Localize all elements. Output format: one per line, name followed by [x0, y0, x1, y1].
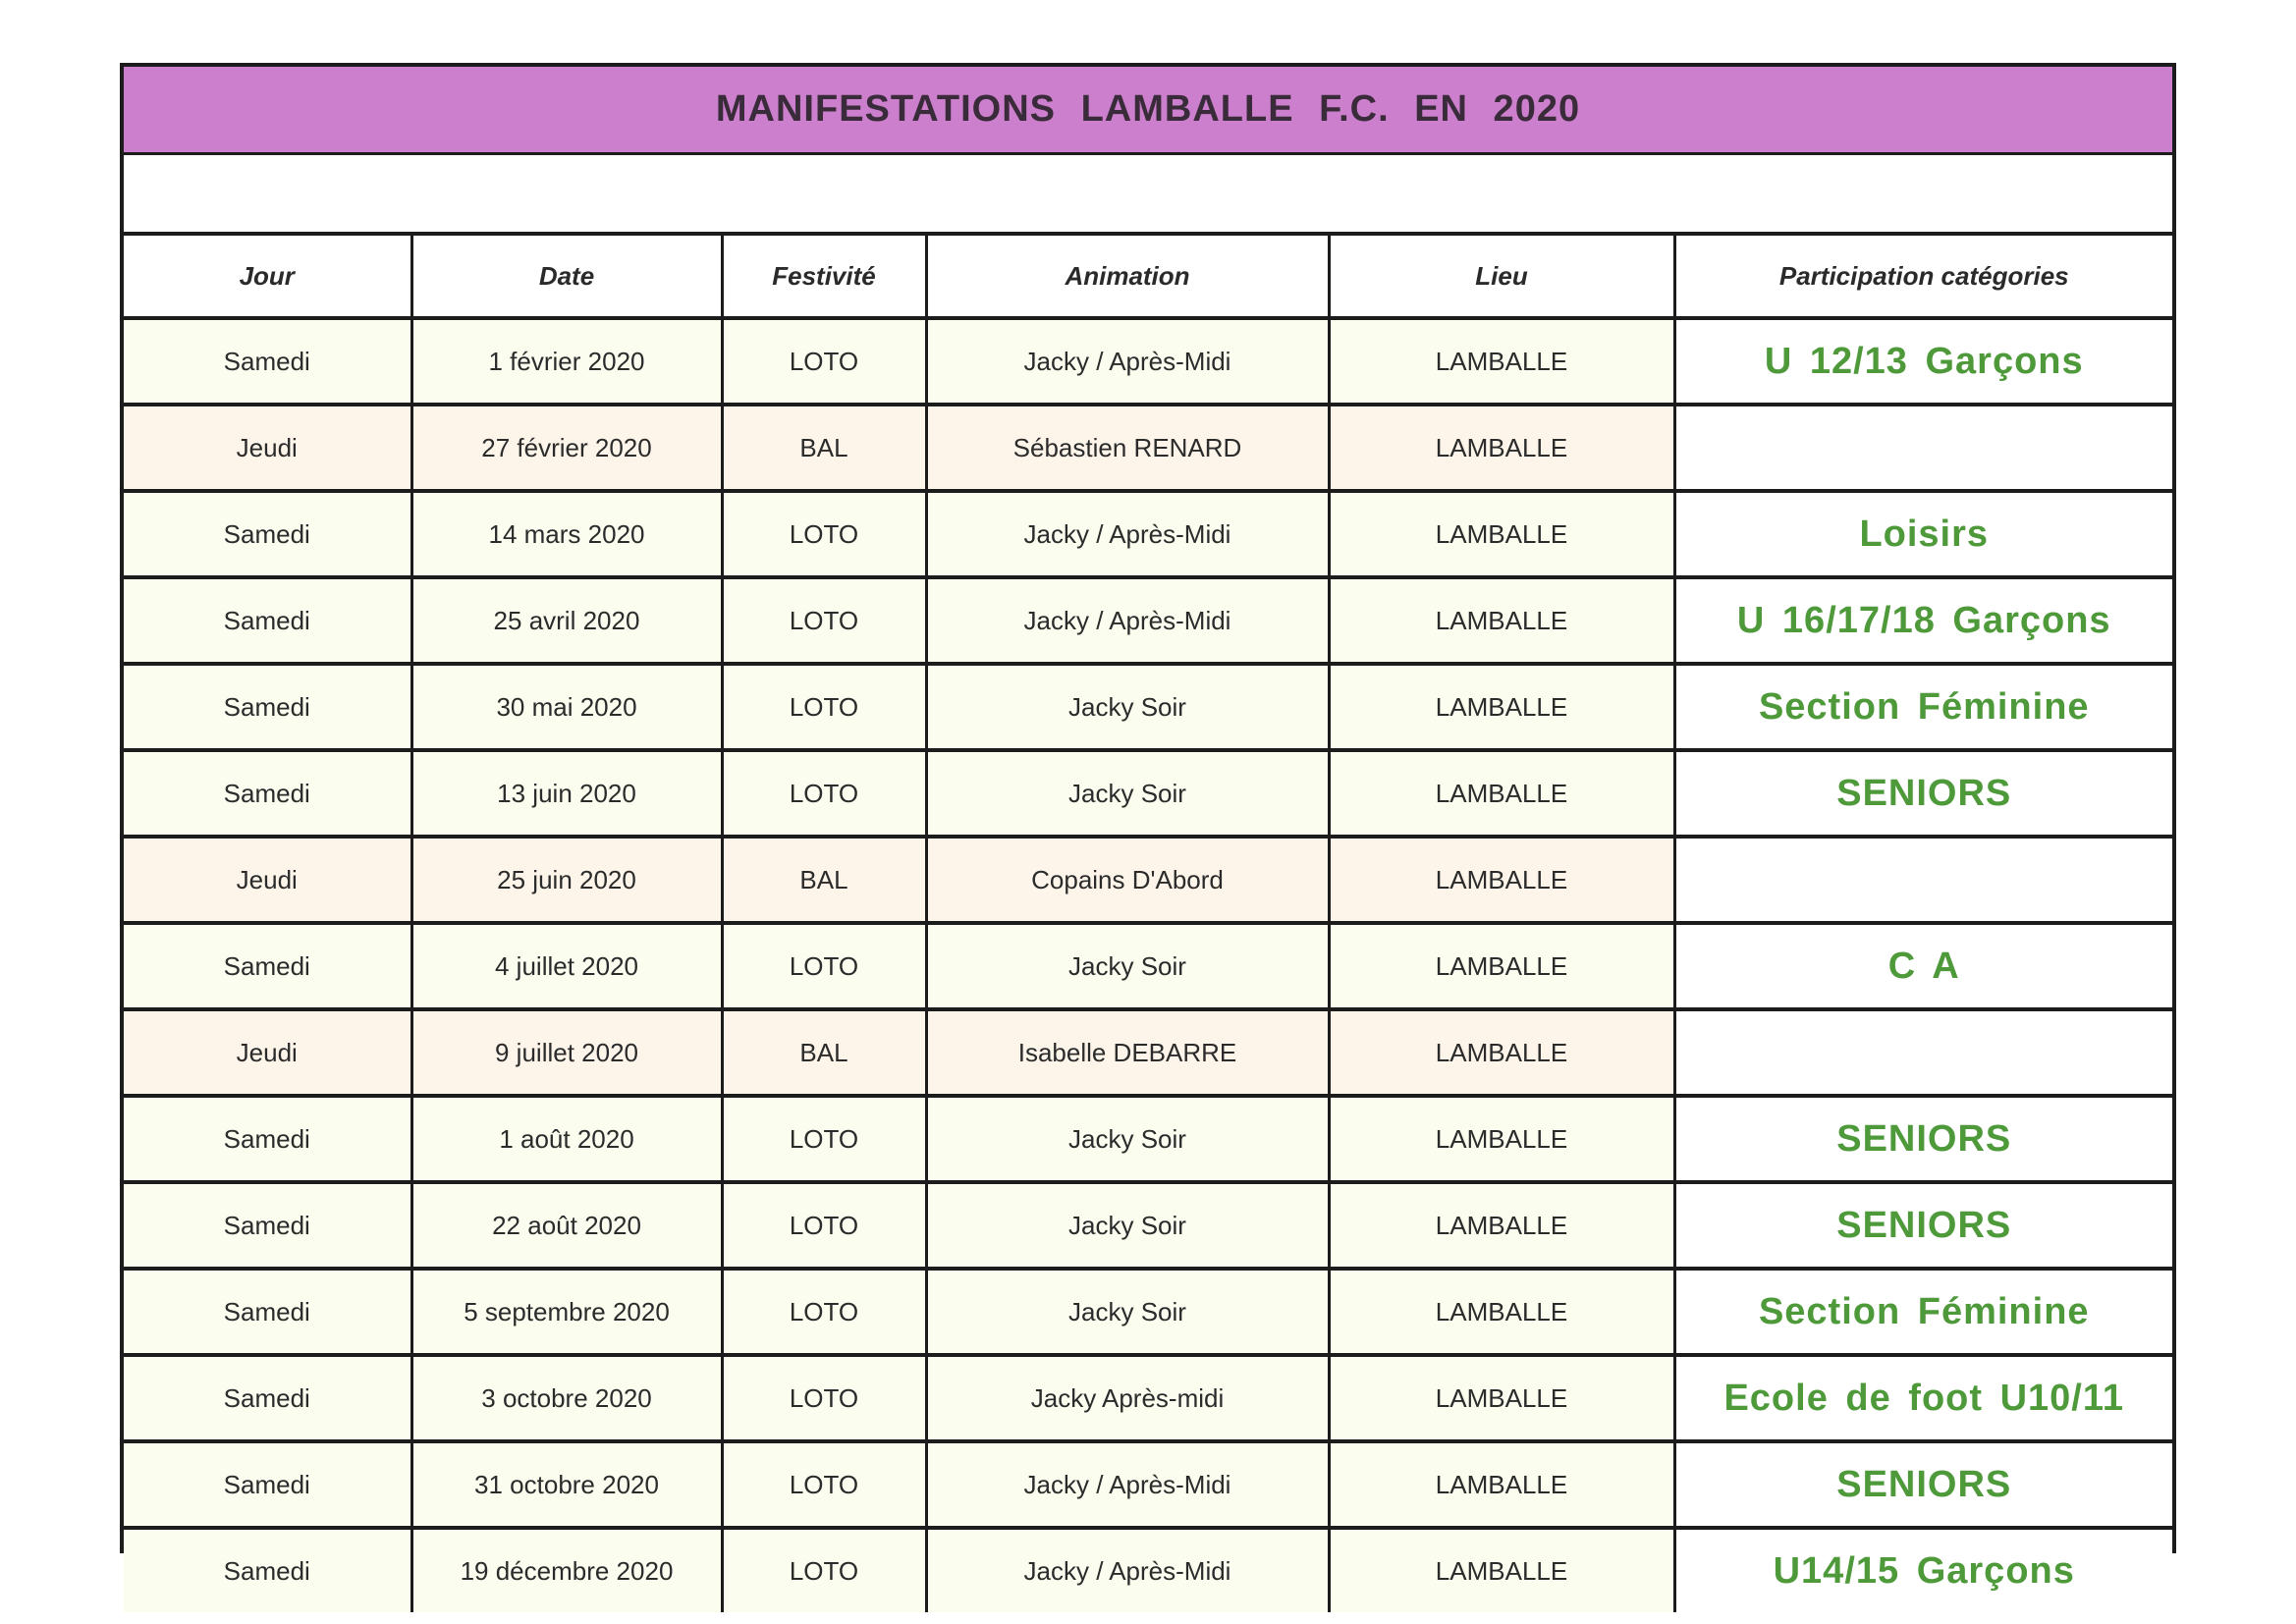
cell-date: 31 octobre 2020: [411, 1441, 722, 1528]
header-animation: Animation: [926, 236, 1329, 318]
cell-festivite: BAL: [722, 405, 926, 491]
cell-festivite: LOTO: [722, 1528, 926, 1612]
cell-participation: Ecole de foot U10/11: [1674, 1355, 2172, 1441]
cell-jour: Jeudi: [124, 837, 411, 923]
table-row: [124, 405, 2172, 491]
header-lieu: Lieu: [1329, 236, 1674, 318]
table-row: [124, 1528, 2172, 1612]
cell-participation: SENIORS: [1674, 1441, 2172, 1528]
cell-jour: Samedi: [124, 318, 411, 405]
cell-animation: Sébastien RENARD: [926, 405, 1329, 491]
cell-lieu: LAMBALLE: [1329, 837, 1674, 923]
cell-festivite: LOTO: [722, 1441, 926, 1528]
cell-jour: Samedi: [124, 1269, 411, 1355]
cell-jour: Samedi: [124, 1182, 411, 1269]
title-bar: [124, 67, 2172, 155]
blank-row: [124, 155, 2172, 236]
cell-festivite: LOTO: [722, 923, 926, 1009]
cell-jour: Samedi: [124, 577, 411, 664]
table-row: [124, 1009, 2172, 1096]
cell-lieu: LAMBALLE: [1329, 1528, 1674, 1612]
table-row: [124, 1182, 2172, 1269]
cell-jour: Samedi: [124, 1355, 411, 1441]
table-row: [124, 318, 2172, 405]
table-row: [124, 1441, 2172, 1528]
cell-participation: U 16/17/18 Garçons: [1674, 577, 2172, 664]
cell-lieu: LAMBALLE: [1329, 1441, 1674, 1528]
cell-lieu: LAMBALLE: [1329, 923, 1674, 1009]
header-festivite: Festivité: [722, 236, 926, 318]
cell-animation: Isabelle DEBARRE: [926, 1009, 1329, 1096]
cell-festivite: LOTO: [722, 1269, 926, 1355]
cell-date: 25 avril 2020: [411, 577, 722, 664]
cell-lieu: LAMBALLE: [1329, 1182, 1674, 1269]
table-row: [124, 1269, 2172, 1355]
cell-festivite: LOTO: [722, 577, 926, 664]
cell-lieu: LAMBALLE: [1329, 405, 1674, 491]
cell-festivite: LOTO: [722, 491, 926, 577]
cell-jour: Samedi: [124, 491, 411, 577]
cell-lieu: LAMBALLE: [1329, 318, 1674, 405]
cell-participation: C A: [1674, 923, 2172, 1009]
cell-festivite: BAL: [722, 837, 926, 923]
cell-lieu: LAMBALLE: [1329, 491, 1674, 577]
cell-date: 1 février 2020: [411, 318, 722, 405]
cell-date: 13 juin 2020: [411, 750, 722, 837]
cell-animation: Jacky / Après-Midi: [926, 1528, 1329, 1612]
table-row: [124, 923, 2172, 1009]
cell-date: 14 mars 2020: [411, 491, 722, 577]
table-row: [124, 1355, 2172, 1441]
cell-date: 4 juillet 2020: [411, 923, 722, 1009]
cell-date: 22 août 2020: [411, 1182, 722, 1269]
cell-participation: U 12/13 Garçons: [1674, 318, 2172, 405]
cell-participation: Section Féminine: [1674, 1269, 2172, 1355]
events-table: [124, 236, 2172, 1612]
cell-date: 19 décembre 2020: [411, 1528, 722, 1612]
page-title: MANIFESTATIONS LAMBALLE F.C. EN 2020: [715, 88, 1581, 130]
cell-animation: Jacky Soir: [926, 750, 1329, 837]
table-body: [124, 318, 2172, 1612]
cell-animation: Jacky / Après-Midi: [926, 318, 1329, 405]
schedule-sheet: [120, 63, 2176, 1592]
cell-animation: Jacky Soir: [926, 1182, 1329, 1269]
cell-jour: Samedi: [124, 1096, 411, 1182]
cell-festivite: LOTO: [722, 750, 926, 837]
cell-date: 27 février 2020: [411, 405, 722, 491]
cell-animation: Jacky Soir: [926, 1269, 1329, 1355]
table-row: [124, 750, 2172, 837]
cell-date: 25 juin 2020: [411, 837, 722, 923]
cell-animation: Jacky / Après-Midi: [926, 491, 1329, 577]
cell-festivite: LOTO: [722, 318, 926, 405]
cell-date: 3 octobre 2020: [411, 1355, 722, 1441]
cell-jour: Samedi: [124, 1441, 411, 1528]
cell-lieu: LAMBALLE: [1329, 1355, 1674, 1441]
cell-participation: SENIORS: [1674, 750, 2172, 837]
table-row: [124, 664, 2172, 750]
header-participation: Participation catégories: [1674, 236, 2172, 318]
cell-date: 1 août 2020: [411, 1096, 722, 1182]
cell-jour: Jeudi: [124, 405, 411, 491]
cell-festivite: BAL: [722, 1009, 926, 1096]
table-header-row: [124, 236, 2172, 318]
table-row: [124, 1096, 2172, 1182]
cell-date: 30 mai 2020: [411, 664, 722, 750]
cell-participation: U14/15 Garçons: [1674, 1528, 2172, 1612]
header-jour: Jour: [124, 236, 411, 318]
cell-animation: Jacky / Après-Midi: [926, 1441, 1329, 1528]
cell-participation: [1674, 1009, 2172, 1096]
cell-animation: Jacky Soir: [926, 1096, 1329, 1182]
table-row: [124, 577, 2172, 664]
cell-animation: Copains D'Abord: [926, 837, 1329, 923]
cell-animation: Jacky Soir: [926, 923, 1329, 1009]
cell-animation: Jacky / Après-Midi: [926, 577, 1329, 664]
cell-lieu: LAMBALLE: [1329, 664, 1674, 750]
cell-animation: Jacky Après-midi: [926, 1355, 1329, 1441]
cell-jour: Samedi: [124, 750, 411, 837]
cell-participation: [1674, 405, 2172, 491]
header-date: Date: [411, 236, 722, 318]
cell-participation: SENIORS: [1674, 1096, 2172, 1182]
cell-lieu: LAMBALLE: [1329, 577, 1674, 664]
cell-date: 9 juillet 2020: [411, 1009, 722, 1096]
cell-lieu: LAMBALLE: [1329, 1009, 1674, 1096]
cell-lieu: LAMBALLE: [1329, 1269, 1674, 1355]
table-row: [124, 491, 2172, 577]
cell-animation: Jacky Soir: [926, 664, 1329, 750]
cell-participation: Section Féminine: [1674, 664, 2172, 750]
table-row: [124, 837, 2172, 923]
cell-lieu: LAMBALLE: [1329, 750, 1674, 837]
cell-festivite: LOTO: [722, 664, 926, 750]
cell-jour: Samedi: [124, 1528, 411, 1612]
cell-jour: Samedi: [124, 923, 411, 1009]
cell-participation: [1674, 837, 2172, 923]
cell-lieu: LAMBALLE: [1329, 1096, 1674, 1182]
cell-date: 5 septembre 2020: [411, 1269, 722, 1355]
cell-participation: SENIORS: [1674, 1182, 2172, 1269]
cell-festivite: LOTO: [722, 1096, 926, 1182]
cell-festivite: LOTO: [722, 1355, 926, 1441]
cell-jour: Jeudi: [124, 1009, 411, 1096]
cell-participation: Loisirs: [1674, 491, 2172, 577]
cell-jour: Samedi: [124, 664, 411, 750]
cell-festivite: LOTO: [722, 1182, 926, 1269]
